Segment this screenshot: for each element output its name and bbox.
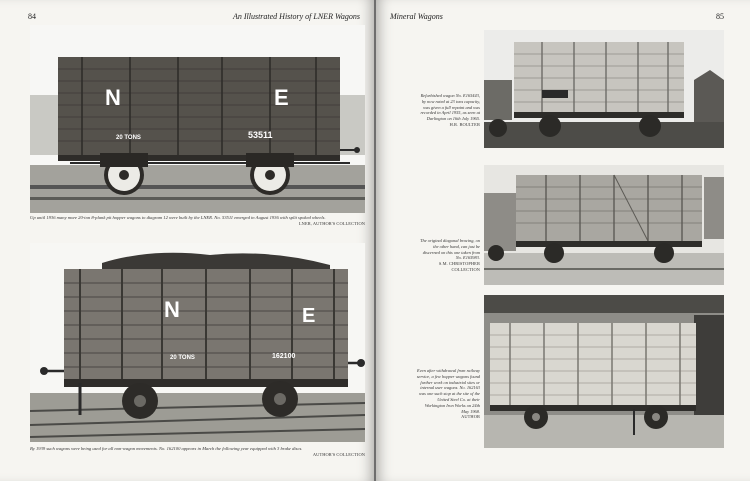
- photo-1-caption: [30, 215, 365, 227]
- wagon-162100-tonnage: 20 TONS: [170, 355, 195, 361]
- left-page: [0, 0, 374, 481]
- left-running-head: An Illustrated History of LNER Wagons: [232, 12, 360, 21]
- wagon-53511-tonnage: 20 TONS: [116, 135, 141, 141]
- photo-4-credit: S.M. CHRISTOPHER COLLECTION: [438, 261, 480, 272]
- photo-4-caption: [416, 238, 480, 273]
- photo-2-caption-text: By 1939 such wagons were being used for all non-wagon movements. No. 162100 appears in March the following year equipped with 3 brake discs.: [30, 446, 303, 451]
- photo-2-caption: [30, 446, 365, 458]
- photo-wagon-162163: [484, 295, 724, 448]
- photo-wagon-e165983: [484, 165, 724, 285]
- wagon-162100-letter-e: E: [302, 305, 316, 327]
- wagon-162100-letter-n: N: [164, 297, 180, 322]
- wagon-53511-number: 53511: [248, 130, 273, 140]
- photo-3-credit: H.R. BOULTER: [449, 121, 480, 127]
- photo-wagon-53511: [30, 25, 365, 213]
- photo-wagon-e165443: [484, 30, 724, 148]
- photo-1-caption-text: Up until 1936 many more 20-ton 8-plank pit hopper wagons to diagram 12 were built by the LNER. No. 53511 emerged in August 1936 with split spoked wheels.: [30, 215, 326, 220]
- right-folio: 85: [716, 12, 724, 21]
- wagon-53511-letter-n: N: [105, 85, 121, 110]
- photo-5-caption-text: Even after withdrawal from railway service, a few hopper wagons found further work on industrial sites or internal user wagons. No. 162163 was one such stop at the site of the United Steel Co. at their Workington Iron Works on 24th May 1968.: [416, 368, 480, 414]
- wagon-53511-letter-e: E: [274, 85, 289, 110]
- right-running-head: Mineral Wagons: [390, 12, 443, 21]
- wagon-e165983-illustration: [484, 165, 724, 285]
- photo-3-caption-text: Refurbished wagon No. E165443, by now rated at 23 tons capacity, was given a full repaint and was recorded in April 1955, as seen at Darlington on 16th July 1965.: [420, 93, 480, 122]
- left-folio: 84: [28, 12, 36, 21]
- photo-5-credit: AUTHOR: [461, 414, 480, 420]
- wagon-53511-illustration: [30, 25, 365, 213]
- wagon-162163-illustration: [484, 295, 724, 448]
- photo-2-credit: AUTHOR'S COLLECTION: [312, 452, 365, 457]
- photo-4-caption-text: The original diagonal bracing, on the other hand, can just be discerned on this one taken from No. E165983.: [420, 238, 480, 261]
- photo-3-caption: [416, 93, 480, 128]
- wagon-162100-number: 162100: [272, 353, 296, 360]
- photo-1-credit: LNER, AUTHOR'S COLLECTION: [298, 221, 365, 226]
- wagon-162100-illustration: [30, 243, 365, 442]
- right-page: [376, 0, 750, 481]
- photo-wagon-162100: [30, 243, 365, 442]
- photo-5-caption: [416, 368, 480, 420]
- wagon-e165443-illustration: [484, 30, 724, 148]
